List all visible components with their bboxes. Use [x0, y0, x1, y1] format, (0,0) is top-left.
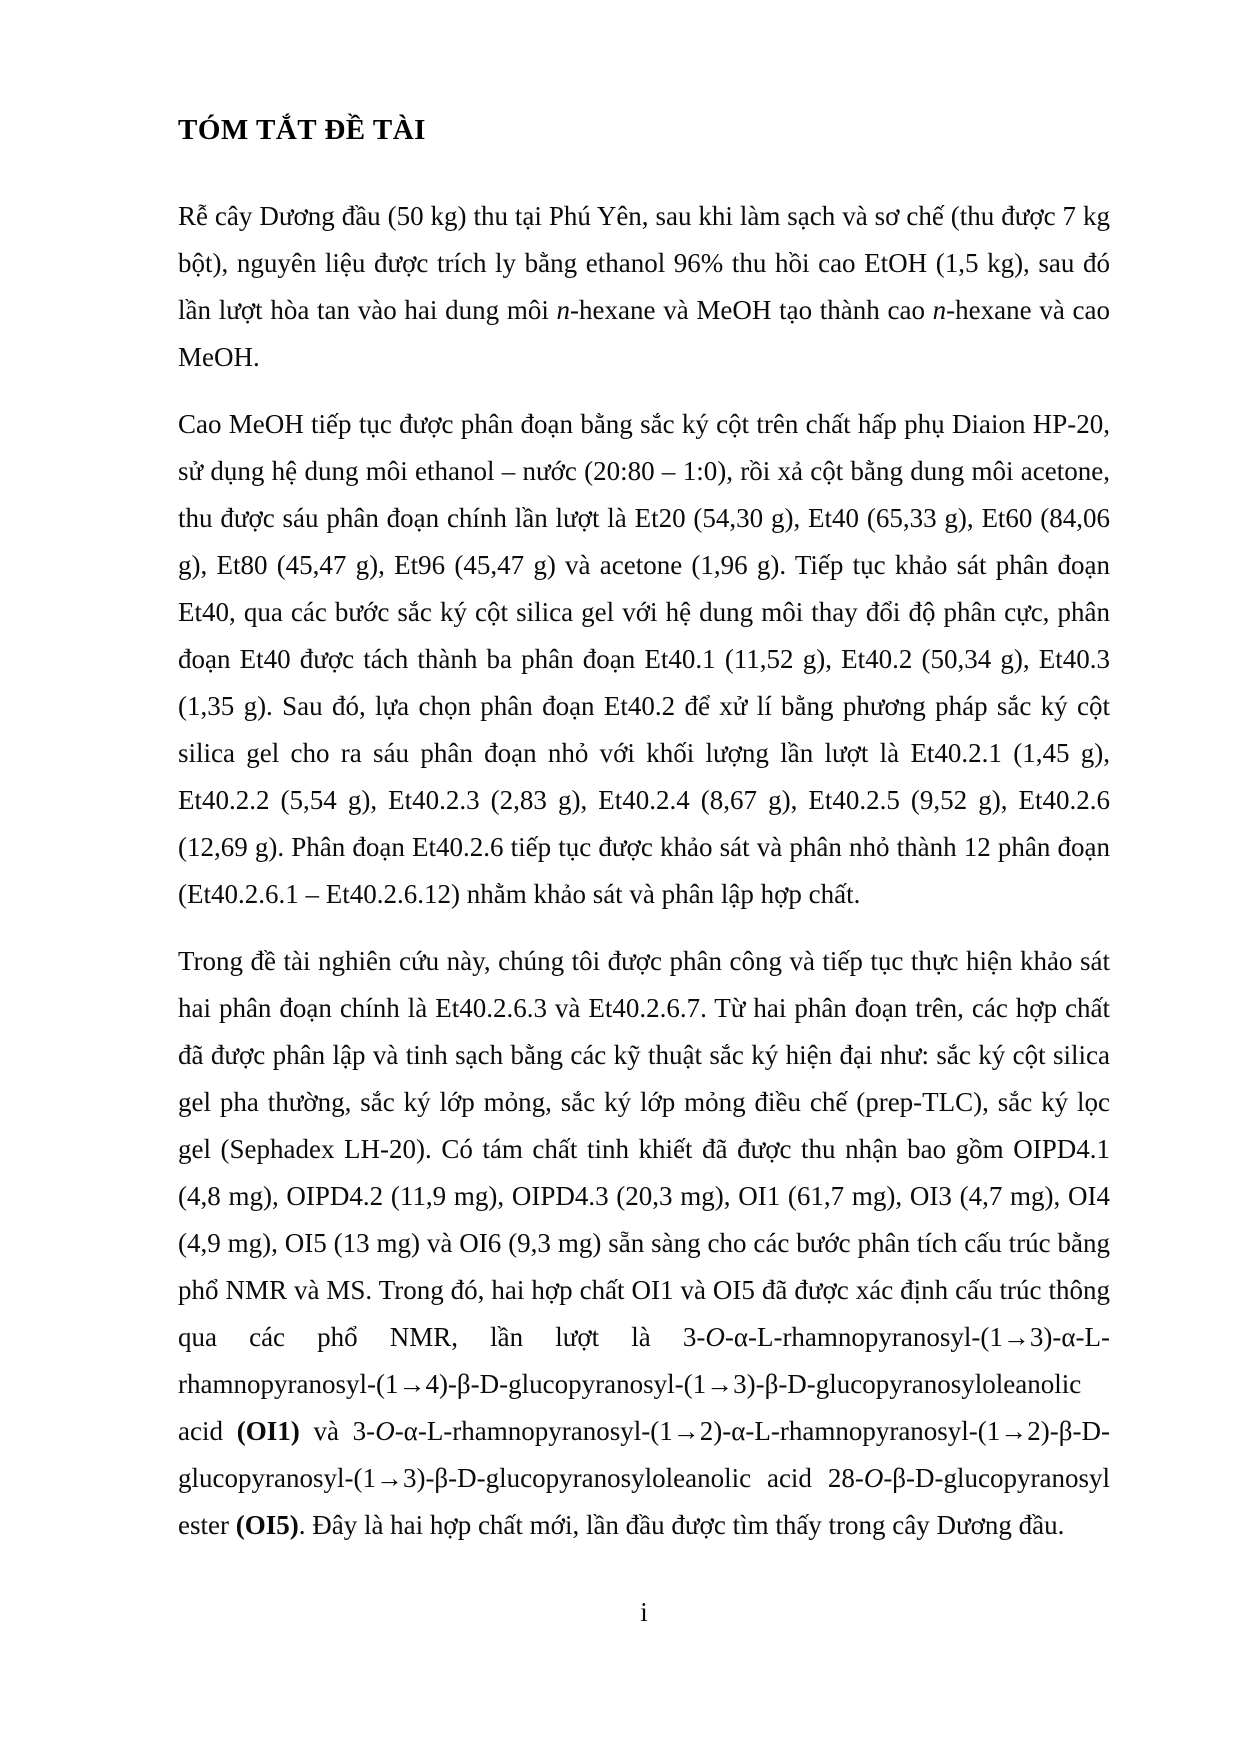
body-text: Rễ cây Dương đầu (50 kg) thu tại Phú Yên, sau khi làm sạch và sơ chế (thu được 7 kg bột), nguyên liệu được trích ly bằng ethanol 96% thu hồi cao EtOH (1,5 kg), sau đó lần lượt hòa tan vào hai dung môi: [178, 201, 1110, 325]
body-text: -hexane và cao MeOH.: [178, 295, 1110, 372]
paragraph: [178, 193, 1110, 381]
italic-text: n: [556, 295, 571, 325]
paragraph: [178, 938, 1110, 1549]
body-text: -β-D-glucopyranosyl ester: [178, 1463, 1110, 1540]
italic-text: O: [863, 1463, 884, 1493]
document-body: [178, 193, 1110, 1549]
document-content: [178, 0, 1110, 1569]
italic-text: O: [705, 1322, 725, 1352]
body-text: Trong đề tài nghiên cứu này, chúng tôi được phân công và tiếp tục thực hiện khảo sát hai phân đoạn chính là Et40.2.6.3 và Et40.2.6.7. Từ hai phân đoạn trên, các hợp chất đã được phân lập và tinh sạch bằng các kỹ thuật sắc ký hiện đại như: sắc ký cột silica gel pha thường, sắc ký lớp mỏng, sắc ký lớp mỏng điều chế (prep-TLC), sắc ký lọc gel (Sephadex LH-20). Có tám chất tinh khiết đã được thu nhận bao gồm OIPD4.1 (4,8 mg), OIPD4.2 (11,9 mg), OIPD4.3 (20,3 mg), OI1 (61,7 mg), OI3 (4,7 mg), OI4 (4,9 mg), OI5 (13 mg) và OI6 (9,3 mg) sẵn sàng cho các bước phân tích cấu trúc bằng phổ NMR và MS. Trong đó, hai hợp chất OI1 và OI5 đã được xác định cấu trúc thông qua các phổ NMR, lần lượt là 3-: [178, 946, 1110, 1352]
paragraph: [178, 401, 1110, 918]
body-text: -α-L-rhamnopyranosyl-(1→2)-α-L-rhamnopyranosyl-(1→2)-β-D-glucopyranosyl-(1→3)-β-D-glucopyranosyloleanolic acid 28-: [178, 1416, 1110, 1493]
italic-text: n: [932, 295, 947, 325]
page-number: i: [640, 1597, 648, 1627]
compound-code-bold: (OI5): [235, 1510, 299, 1540]
body-text: và 3-: [299, 1416, 376, 1446]
body-text: -α-L-rhamnopyranosyl-(1→3)-α-L-rhamnopyranosyl-(1→4)-β-D-glucopyranosyl-(1→3)-β-D-glucopyranosyloleanolic acid: [178, 1322, 1110, 1446]
body-text: -hexane và MeOH tạo thành cao: [570, 295, 933, 325]
italic-text: O: [375, 1416, 395, 1446]
body-text: Cao MeOH tiếp tục được phân đoạn bằng sắc ký cột trên chất hấp phụ Diaion HP-20, sử dụng hệ dung môi ethanol – nước (20:80 – 1:0), rồi xả cột bằng dung môi acetone, thu được sáu phân đoạn chính lần lượt là Et20 (54,30 g), Et40 (65,33 g), Et60 (84,06 g), Et80 (45,47 g), Et96 (45,47 g) và acetone (1,96 g). Tiếp tục khảo sát phân đoạn Et40, qua các bước sắc ký cột silica gel với hệ dung môi thay đổi độ phân cực, phân đoạn Et40 được tách thành ba phân đoạn Et40.1 (11,52 g), Et40.2 (50,34 g), Et40.3 (1,35 g). Sau đó, lựa chọn phân đoạn Et40.2 để xử lí bằng phương pháp sắc ký cột silica gel cho ra sáu phân đoạn nhỏ với khối lượng lần lượt là Et40.2.1 (1,45 g), Et40.2.2 (5,54 g), Et40.2.3 (2,83 g), Et40.2.4 (8,67 g), Et40.2.5 (9,52 g), Et40.2.6 (12,69 g). Phân đoạn Et40.2.6 tiếp tục được khảo sát và phân nhỏ thành 12 phân đoạn (Et40.2.6.1 – Et40.2.6.12) nhằm khảo sát và phân lập hợp chất.: [178, 409, 1110, 909]
page-title: TÓM TẮT ĐỀ TÀI: [178, 114, 426, 146]
body-text: . Đây là hai hợp chất mới, lần đầu được tìm thấy trong cây Dương đầu.: [298, 1510, 1065, 1540]
compound-code-bold: (OI1): [236, 1416, 300, 1446]
